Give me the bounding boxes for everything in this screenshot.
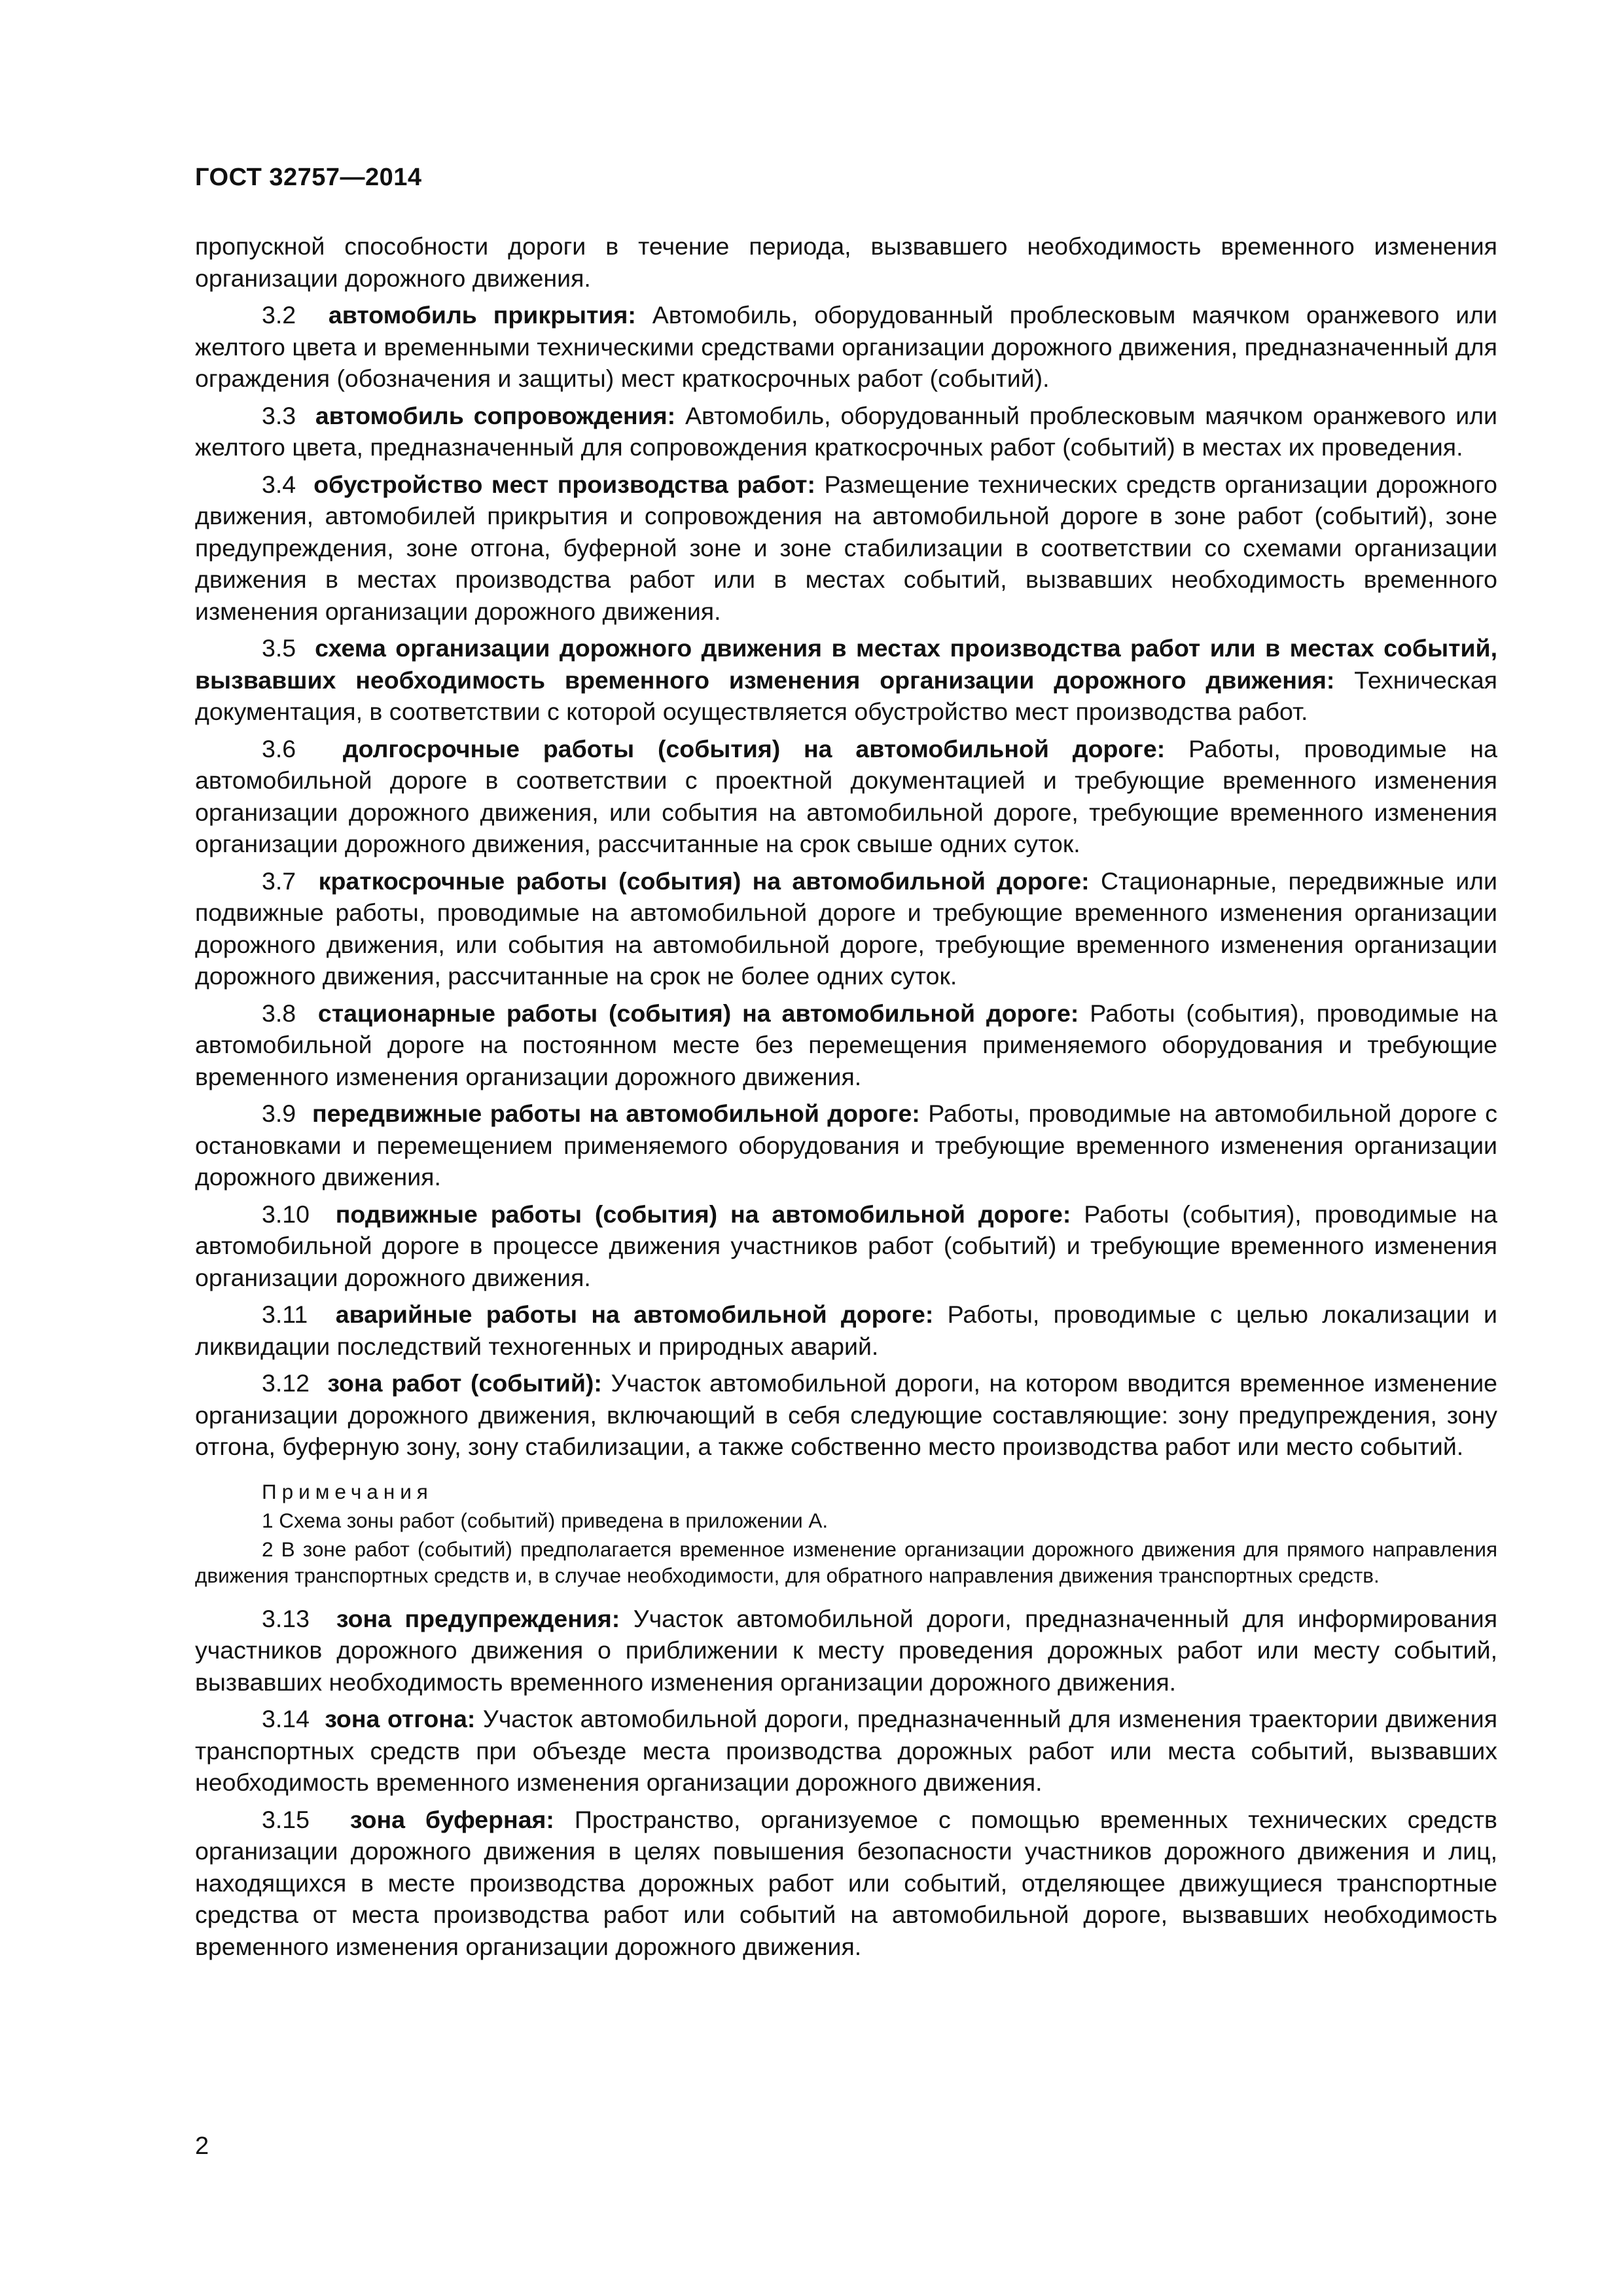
term-number: 3.4 — [262, 470, 296, 498]
term-number: 3.6 — [262, 734, 296, 762]
term-title: краткосрочные работы (события) на автомобильной дороге: — [318, 867, 1090, 895]
term-number: 3.15 — [262, 1805, 310, 1833]
term-number: 3.14 — [262, 1705, 310, 1732]
term-number: 3.13 — [262, 1604, 310, 1632]
term-3-10 — [195, 1198, 1497, 1294]
term-definition: Автомобиль, оборудованный проблесковым маячком оранжевого или желтого цвета и временными техническими средствами организации дорожного движения, предназначенный для ограждения (обозначения и защиты) мест краткосрочных работ (событий). — [195, 301, 1497, 392]
term-title: схема организации дорожного движения в местах производства работ или в местах событий, вызвавших необходимость временного изменения организации дорожного движения: — [195, 634, 1497, 694]
notes-block — [195, 1479, 1497, 1588]
term-title: стационарные работы (события) на автомобильной дороге: — [317, 999, 1079, 1027]
page-number: 2 — [195, 2132, 209, 2160]
term-title: автомобиль прикрытия: — [328, 301, 636, 329]
term-title: аварийные работы на автомобильной дороге: — [335, 1300, 934, 1328]
term-3-11 — [195, 1299, 1497, 1362]
term-definition: Пространство, организуемое с помощью временных технических средств организации дорожного движения в целях повышения безопасности участников дорожного движения и лиц, находящихся в месте производства дорожных работ или событий, отделяющее движущиеся транспортные средства от места производства работ или событий на автомобильной дороге, вызвавших необходимость временного изменения организации дорожного движения. — [195, 1805, 1497, 1960]
terms-list-a — [195, 299, 1497, 1463]
term-3-4 — [195, 469, 1497, 628]
term-title: автомобиль сопровождения: — [315, 401, 676, 429]
term-3-3 — [195, 400, 1497, 463]
term-definition: Работы, проводимые с целью локализации и ликвидации последствий техногенных и природных аварий. — [195, 1300, 1497, 1360]
term-definition: Работы (события), проводимые на автомобильной дороге на постоянном месте без перемещения применяемого оборудования и требующие временного изменения организации дорожного движения. — [195, 999, 1497, 1090]
term-definition: Работы, проводимые на автомобильной дороге с остановками и перемещением применяемого оборудования и требующие временного изменения организации дорожного движения. — [195, 1100, 1497, 1191]
term-title: подвижные работы (события) на автомобильной дороге: — [335, 1200, 1071, 1228]
term-3-5 — [195, 632, 1497, 728]
term-definition: Участок автомобильной дороги, предназначенный для изменения траектории движения транспортных средств при объезде места производства дорожных работ или места событий, вызвавших необходимость временного изменения организации дорожного движения. — [195, 1705, 1497, 1796]
term-definition: Автомобиль, оборудованный проблесковым маячком оранжевого или желтого цвета, предназначенный для сопровождения краткосрочных работ (событий) в местах их проведения. — [195, 401, 1497, 461]
term-3-13 — [195, 1603, 1497, 1698]
note-item: 1 Схема зоны работ (событий) приведена в приложении А. — [262, 1508, 829, 1532]
term-number: 3.3 — [262, 401, 296, 429]
term-3-6 — [195, 733, 1497, 860]
term-number: 3.7 — [262, 867, 296, 895]
term-title: зона предупреждения: — [336, 1604, 620, 1632]
terms-list-b — [195, 1603, 1497, 1963]
term-title: долгосрочные работы (события) на автомобильной дороге: — [342, 734, 1166, 762]
term-definition: Работы, проводимые на автомобильной дороге в соответствии с проектной документацией и требующие временного изменения организации дорожного движения, или события на автомобильной дороге, требующие временного изменения организации дорожного движения, рассчитанные на срок свыше одних суток. — [195, 734, 1498, 857]
term-3-14 — [195, 1703, 1497, 1799]
term-definition: Техническая документация, в соответствии с которой осуществляется обустройство мест производства работ. — [195, 666, 1497, 725]
term-number: 3.5 — [262, 634, 296, 662]
term-number: 3.12 — [262, 1369, 310, 1397]
term-3-2 — [195, 299, 1497, 395]
notes-heading: Примечания — [262, 1479, 433, 1503]
term-title: зона работ (событий): — [327, 1369, 602, 1397]
term-definition: Стационарные, передвижные или подвижные работы, проводимые на автомобильной дороге и требующие временного изменения организации дорожного движения, или события на автомобильной дороге, требующие временного изменения организации дорожного движения, рассчитанные на срок не более одних суток. — [195, 867, 1497, 990]
term-3-9 — [195, 1098, 1497, 1193]
term-number: 3.9 — [262, 1100, 296, 1127]
term-3-12 — [195, 1367, 1497, 1463]
document-body — [195, 230, 1497, 1967]
term-title: обустройство мест производства работ: — [313, 470, 816, 498]
note-item: 2 В зоне работ (событий) предполагается временное изменение организации дорожного движения для прямого направления движения транспортных средств и, в случае необходимости, для обратного направления движения транспортных средств. — [195, 1537, 1497, 1587]
term-number: 3.2 — [262, 301, 296, 329]
term-3-7 — [195, 865, 1497, 992]
term-title: зона отгона: — [325, 1705, 476, 1732]
term-definition: Работы (события), проводимые на автомобильной дороге в процессе движения участников работ (событий) и требующие временного изменения организации дорожного движения. — [195, 1200, 1497, 1291]
term-definition: Участок автомобильной дороги, на котором вводится временное изменение организации дорожного движения, включающий в себя следующие составляющие: зону предупреждения, зону отгона, буферную зону, зону стабилизации, а также собственно место производства работ или место событий. — [195, 1369, 1498, 1460]
term-number: 3.8 — [262, 999, 296, 1027]
term-3-8 — [195, 997, 1497, 1093]
document-code: ГОСТ 32757—2014 — [195, 164, 422, 191]
term-title: зона буферная: — [349, 1805, 554, 1833]
term-definition: Участок автомобильной дороги, предназначенный для информирования участников дорожного движения о приближении к месту проведения дорожных работ или месту событий, вызвавших необходимость временного изменения организации дорожного движения. — [195, 1604, 1497, 1696]
term-definition: Размещение технических средств организации дорожного движения, автомобилей прикрытия и сопровождения на автомобильной дороге в зоне работ (событий), зоне предупреждения, зоне отгона, буферной зоне и зоне стабилизации в соответствии со схемами организации движения в местах производства работ или в местах событий, вызвавших необходимость временного изменения организации дорожного движения. — [195, 470, 1497, 625]
term-title: передвижные работы на автомобильной дороге: — [312, 1100, 920, 1127]
intro-paragraph: пропускной способности дороги в течение периода, вызвавшего необходимость временного изменения организации дорожного движения. — [195, 232, 1497, 292]
term-3-15 — [195, 1804, 1497, 1963]
term-number: 3.10 — [262, 1200, 310, 1228]
term-number: 3.11 — [262, 1300, 308, 1328]
